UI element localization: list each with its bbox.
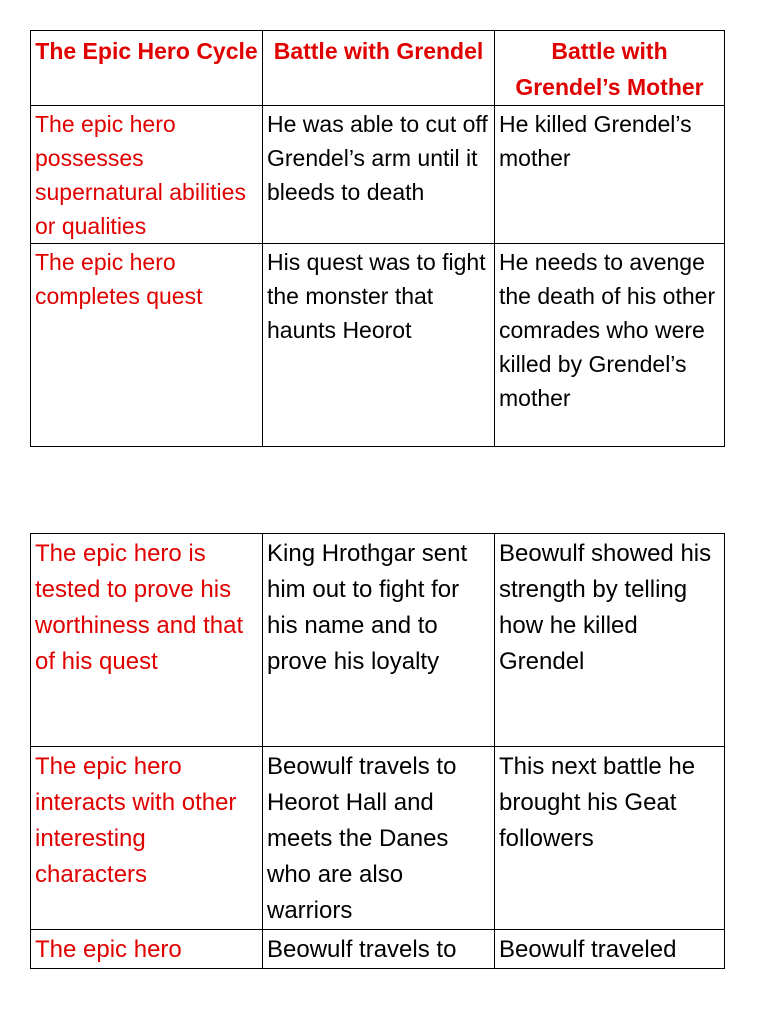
criterion-cell: The epic hero (31, 930, 263, 969)
criterion-cell: The epic hero interacts with other interesting characters (31, 747, 263, 930)
table-row (31, 534, 725, 747)
table-row (31, 244, 725, 447)
grendels-mother-cell: This next battle he brought his Geat followers (495, 747, 725, 930)
header-battle-grendels-mother: Battle with Grendel’s Mother (495, 31, 725, 106)
criterion-cell: The epic hero possesses supernatural abilities or qualities (31, 106, 263, 244)
header-epic-hero-cycle: The Epic Hero Cycle (31, 31, 263, 106)
grendel-cell: King Hrothgar sent him out to fight for his name and to prove his loyalty (263, 534, 495, 747)
grendel-cell: He was able to cut off Grendel’s arm until it bleeds to death (263, 106, 495, 244)
header-battle-grendel: Battle with Grendel (263, 31, 495, 106)
table-row (31, 747, 725, 930)
epic-hero-table-top (30, 30, 725, 447)
grendel-cell: Beowulf travels to Heorot Hall and meets the Danes who are also warriors (263, 747, 495, 930)
table-row (31, 930, 725, 969)
grendels-mother-cell: He needs to avenge the death of his other comrades who were killed by Grendel’s mother (495, 244, 725, 447)
table-row (31, 106, 725, 244)
grendels-mother-cell: Beowulf showed his strength by telling how he killed Grendel (495, 534, 725, 747)
criterion-cell: The epic hero is tested to prove his worthiness and that of his quest (31, 534, 263, 747)
grendels-mother-cell: He killed Grendel’s mother (495, 106, 725, 244)
header-row (31, 31, 725, 106)
grendel-cell: His quest was to fight the monster that haunts Heorot (263, 244, 495, 447)
grendels-mother-cell: Beowulf traveled (495, 930, 725, 969)
criterion-cell: The epic hero completes quest (31, 244, 263, 447)
grendel-cell: Beowulf travels to (263, 930, 495, 969)
epic-hero-table-bottom (30, 533, 725, 969)
